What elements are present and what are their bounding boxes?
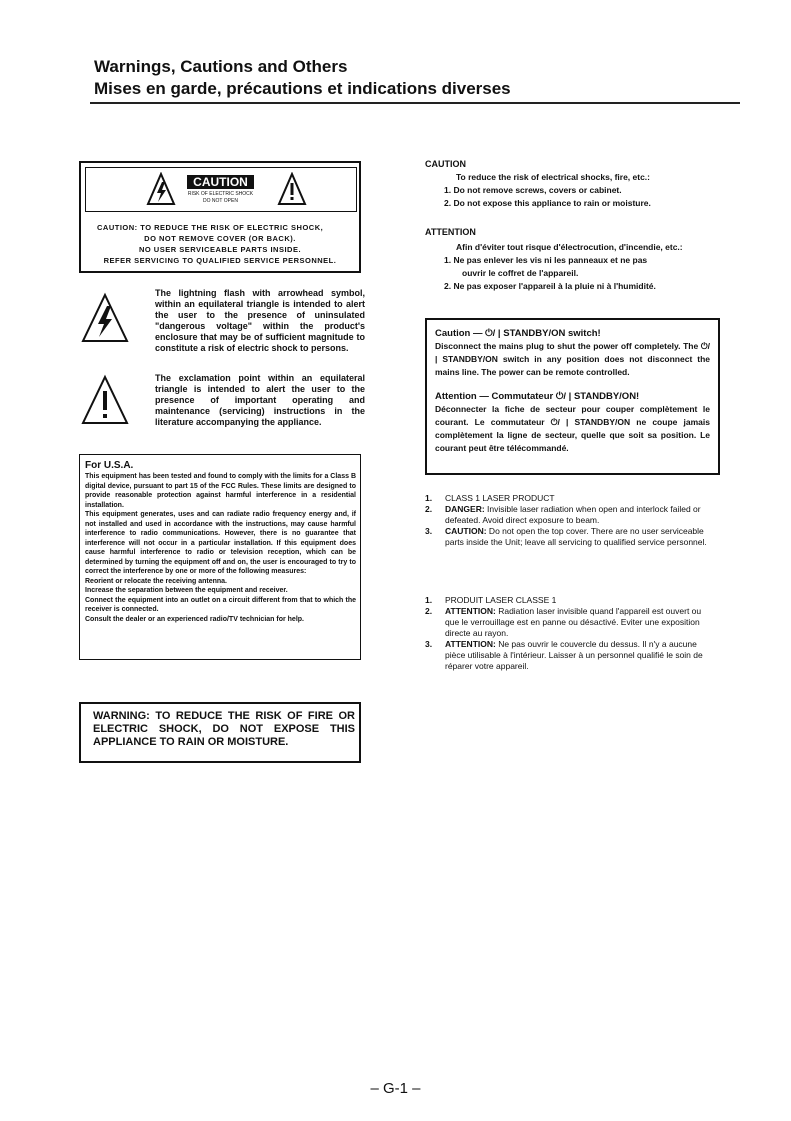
lightning-triangle-icon [146,172,176,206]
attention-item-1b: ouvrir le coffret de l'appareil. [462,268,579,278]
attention-item-2: 2. Ne pas exposer l'appareil à la pluie ni à l'humidité. [444,281,656,291]
power-icon: ⏻ [550,417,558,427]
laser-notice-en [425,493,715,548]
laser-fr-item-1 [425,595,715,606]
caution-label-text [85,222,355,266]
standby-body-en-1: Disconnect the mains plug to shut the power off completely. The [435,341,699,351]
fcc-measure-3: Connect the equipment into an outlet on a circuit different from that to which the receiver is connected. [85,596,356,613]
laser-en-text-3: Do not open the top cover. There are no user serviceable parts inside the Unit; leave all servicing to qualified service personnel. [445,526,707,547]
fcc-measure-1: Reorient or relocate the receiving antenna. [85,577,227,585]
caution-label [79,161,361,273]
fcc-measure-4: Consult the dealer or an experienced radio/TV technician for help. [85,615,304,623]
caution-text-line-2: DO NOT REMOVE COVER (OR BACK). [144,234,296,243]
caution-text-line-1: CAUTION: TO REDUCE THE RISK OF ELECTRIC SHOCK, [97,223,324,232]
attention-heading: ATTENTION [425,227,476,237]
laser-en-text-1: CLASS 1 LASER PRODUCT [445,493,555,503]
laser-fr-text-2: Radiation laser invisible quand l'appareil est ouvert ou que le verrouillage est en panne ou désactivé. Eviter une exposition directe au rayon. [445,606,702,638]
page-title-en: Warnings, Cautions and Others [94,57,348,76]
standby-body-fr-1: Déconnecter la fiche de secteur pour couper complètement le courant. Le commutateur [435,404,710,427]
laser-fr-text-3: Ne pas ouvrir le couvercle du dessus. Il n'y a aucune pièce utilisable à l'intérieur. Laisser à un personnel qualifié le soin de réparer votre appareil. [445,639,703,671]
caution-label-top [85,167,357,212]
standby-heading-en-post: / | STANDBY/ON switch! [492,328,601,339]
standby-heading-fr-pre: Attention — Commutateur [435,391,554,402]
standby-heading-en [435,327,710,340]
power-icon: ⏻ [555,391,564,402]
standby-body-en-2: / | STANDBY/ON switch in any position does not disconnect the mains line. The power can be remote controlled. [435,341,710,377]
laser-fr-num-3: 3. [425,639,433,649]
laser-en-text-2: Invisible laser radiation when open and interlock failed or defeated. Avoid direct exposure to beam. [445,504,701,525]
caution-item-2: 2. Do not expose this appliance to rain or moisture. [444,198,651,208]
laser-en-num-3: 3. [425,526,433,536]
exclamation-symbol-icon [80,374,130,426]
laser-en-item-2 [425,504,715,526]
standby-heading-fr-post: / | STANDBY/ON! [563,391,640,402]
lightning-symbol-icon [80,292,130,344]
power-icon: ⏻ [700,341,708,351]
standby-body-en [435,340,710,379]
attention-intro: Afin d'éviter tout risque d'électrocution, d'incendie, etc.: [456,242,683,252]
standby-heading-en-pre: Caution — [435,328,483,339]
standby-body-fr [435,403,710,455]
laser-fr-num-2: 2. [425,606,433,616]
laser-fr-bold-2: ATTENTION: [445,606,496,616]
laser-en-item-1 [425,493,715,504]
laser-en-bold-3: CAUTION: [445,526,487,536]
lightning-explanation: The lightning flash with arrowhead symbol, within an equilateral triangle is intended to alert the user to the presence of uninsulated "dangerous voltage" within the product's enclosure that may be of sufficient magnitude to constitute a risk of electric shock to persons. [155,288,365,353]
page-title-fr: Mises en garde, précautions et indications diverses [94,79,511,98]
standby-switch-notice [425,318,720,475]
page-number: – G-1 – [370,1080,421,1097]
laser-en-item-3 [425,526,715,548]
caution-item-1: 1. Do not remove screws, covers or cabinet. [444,185,622,195]
risk-line-1: RISK OF ELECTRIC SHOCK [187,191,254,197]
power-icon: ⏻ [485,328,493,339]
standby-body-fr-2: / | STANDBY/ON ne coupe jamais complètement la ligne de secteur, quelle que soit sa position. Le courant peut être télécommandé. [435,417,710,453]
fcc-paragraph-2: This equipment generates, uses and can radiate radio frequency energy and, if not installed and used in accordance with the instructions, may cause harmful interference to radio communications. However, there is no guarantee that interference will not occur in a particular installation. If this equipment does cause harmful interference to radio or television reception, which can be determined by turning the equipment off and on, the user is encouraged to try to correct the interference by one or more of the following measures: [85,511,356,575]
caution-text-line-3: NO USER SERVICEABLE PARTS INSIDE. [138,245,302,254]
laser-fr-item-2 [425,606,715,639]
attention-item-1a: 1. Ne pas enlever les vis ni les panneaux et ne pas [444,255,648,265]
laser-en-num-1: 1. [425,493,433,503]
fcc-paragraph-1: This equipment has been tested and found to comply with the limits for a Class B digital device, pursuant to part 15 of the FCC Rules. These limits are designed to provide reasonable protection against harmful interference in a residential installation. [85,473,356,509]
exclamation-triangle-icon [277,172,307,206]
standby-heading-fr [435,390,710,403]
caution-text-line-4: REFER SERVICING TO QUALIFIED SERVICE PERSONNEL. [103,256,337,265]
rain-moisture-warning: WARNING: TO REDUCE THE RISK OF FIRE OR ELECTRIC SHOCK, DO NOT EXPOSE THIS APPLIANCE TO RAIN OR MOISTURE. [79,702,361,763]
laser-fr-text-1: PRODUIT LASER CLASSE 1 [445,595,557,605]
caution-heading: CAUTION [425,159,466,169]
laser-fr-num-1: 1. [425,595,433,605]
header-rule [90,102,740,104]
fcc-measure-2: Increase the separation between the equipment and receiver. [85,587,288,594]
fcc-title: For U.S.A. [85,460,134,471]
caution-label-risk [187,191,254,205]
laser-fr-item-3 [425,639,715,672]
laser-en-num-2: 2. [425,504,433,514]
caution-label-title: CAUTION [187,175,254,189]
caution-intro: To reduce the risk of electrical shocks, fire, etc.: [456,172,650,182]
laser-notice-fr [425,595,715,672]
fcc-notice [79,454,361,660]
laser-fr-bold-3: ATTENTION: [445,639,496,649]
exclamation-explanation: The exclamation point within an equilateral triangle is intended to alert the user to the presence of important operating and maintenance (servicing) instructions in the literature accompanying the appliance. [155,373,365,427]
laser-en-bold-2: DANGER: [445,504,485,514]
risk-line-2: DO NOT OPEN [203,198,238,204]
